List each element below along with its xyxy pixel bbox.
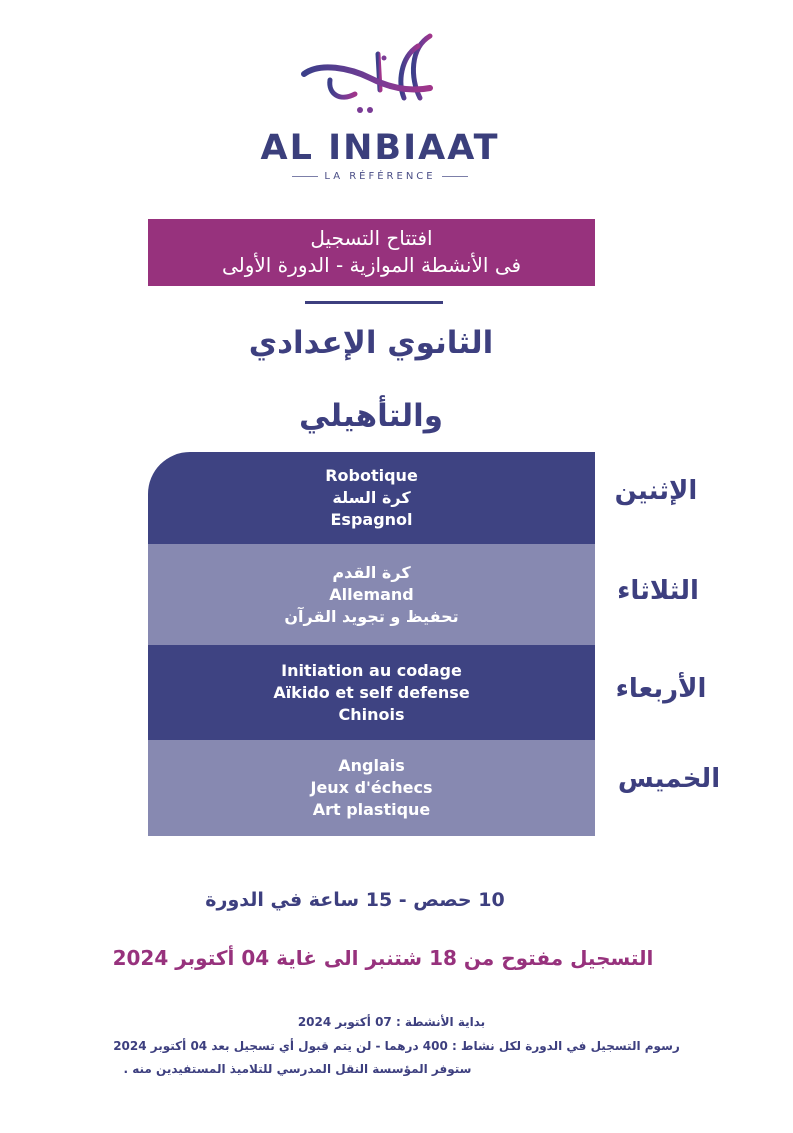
activity-item: Anglais	[338, 756, 405, 775]
activity-item: Art plastique	[312, 800, 431, 819]
day-label-thursday: الخميس	[617, 764, 721, 794]
registration-banner	[148, 219, 595, 286]
activity-item: تحفيظ و تجويد القرآن	[284, 606, 459, 626]
hours-info: 10 حصص - 15 ساعة في الدورة	[205, 889, 505, 911]
brand-logo-mark	[300, 28, 445, 123]
day-label-tuesday: الثلاثاء	[617, 576, 699, 606]
banner-line-2: فى الأنشطة الموازية - الدورة الأولى	[221, 253, 522, 277]
page-title-line-2: والتأهيلي	[299, 398, 443, 434]
note-fees: رسوم التسجيل في الدورة لكل نشاط : 400 درهما - لن يتم قبول أي تسجيل بعد 04 أكتوبر 2024	[113, 1039, 680, 1053]
tagline-rule-left	[292, 176, 318, 177]
brand-tagline-text: LA RÉFÉRENCE	[324, 171, 436, 182]
divider	[305, 301, 443, 304]
note-start-date: بداية الأنشطة : 07 أكتوبر 2024	[297, 1015, 486, 1029]
activity-item: Robotique	[325, 466, 418, 485]
schedule-activities-tuesday	[148, 544, 595, 645]
activity-item: كرة السلة	[332, 488, 411, 507]
activity-item: Initiation au codage	[281, 660, 462, 680]
day-label-monday: الإثنين	[614, 476, 698, 506]
banner-line-1: افتتاح التسجيل	[310, 226, 433, 250]
activity-item: Allemand	[329, 584, 414, 604]
brand-name: AL INBIAAT	[260, 128, 500, 168]
page-title-line-1: الثانوي الإعدادي	[248, 325, 494, 361]
activity-item: Aïkido et self defense	[273, 682, 470, 702]
brand-tagline	[0, 171, 760, 182]
day-label-wednesday: الأربعاء	[615, 674, 707, 704]
registration-dates: التسجيل مفتوح من 18 شتنبر الى غاية 04 أكتوبر 2024	[112, 946, 654, 970]
activity-item: Espagnol	[330, 510, 413, 529]
activity-item: Chinois	[338, 704, 405, 724]
activity-item: كرة القدم	[332, 562, 411, 582]
schedule-activities-thursday	[148, 740, 595, 836]
note-transport: ستوفر المؤسسة النقل المدرسي للتلاميذ المستفيدين منه .	[123, 1062, 472, 1076]
activity-item: Jeux d'échecs	[310, 778, 433, 797]
schedule-activities-wednesday	[148, 645, 595, 740]
tagline-rule-right	[442, 176, 468, 177]
schedule-activities-monday	[148, 452, 595, 544]
